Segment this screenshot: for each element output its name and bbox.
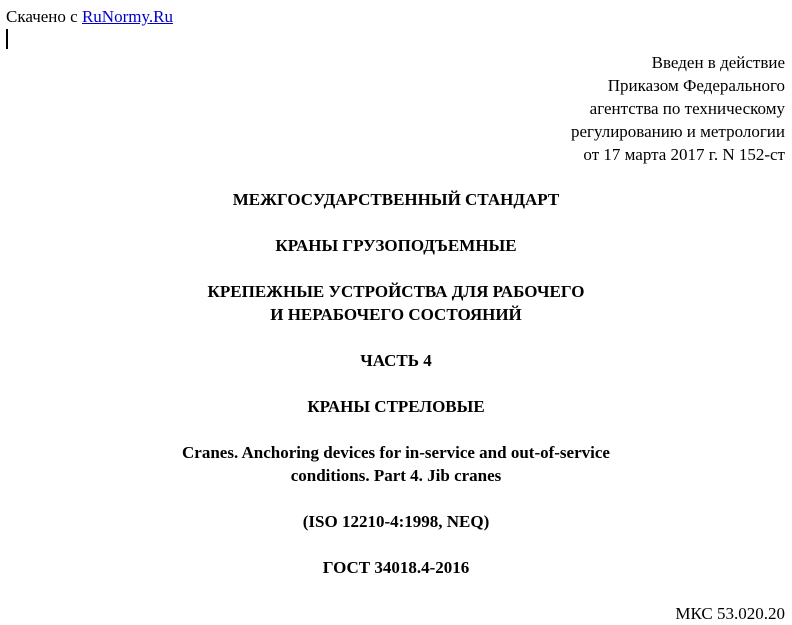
english-title-line: conditions. Part 4. Jib cranes [290, 466, 502, 485]
source-line [6, 5, 173, 28]
standard-category: МЕЖГОСУДАРСТВЕННЫЙ СТАНДАРТ [232, 190, 560, 209]
approval-line: агентства по техническому [589, 99, 785, 118]
standard-title [0, 280, 792, 326]
standard-subject: КРАНЫ ГРУЗОПОДЪЕМНЫЕ [275, 236, 517, 255]
standard-title-line: КРЕПЕЖНЫЕ УСТРОЙСТВА ДЛЯ РАБОЧЕГО [207, 282, 585, 301]
iso-reference: (ISO 12210-4:1998, NEQ) [302, 512, 490, 531]
approval-line: от 17 марта 2017 г. N 152-ст [583, 145, 785, 164]
english-title-line: Cranes. Anchoring devices for in-service and out-of-service [182, 443, 610, 462]
approval-line: регулированию и метрологии [570, 122, 785, 141]
mks-code: МКС 53.020.20 [675, 604, 785, 623]
source-prefix: Скачено с [6, 7, 78, 26]
approval-line: Введен в действие [651, 53, 785, 72]
approval-block [571, 51, 785, 166]
source-link[interactable]: RuNormy.Ru [81, 7, 173, 26]
english-title [0, 441, 792, 487]
gost-designation: ГОСТ 34018.4-2016 [322, 558, 470, 577]
standard-part-title: КРАНЫ СТРЕЛОВЫЕ [307, 397, 485, 416]
standard-title-line: И НЕРАБОЧЕГО СОСТОЯНИЙ [270, 305, 522, 324]
text-cursor [6, 29, 8, 49]
standard-part: ЧАСТЬ 4 [360, 351, 432, 370]
approval-line: Приказом Федерального [607, 76, 785, 95]
